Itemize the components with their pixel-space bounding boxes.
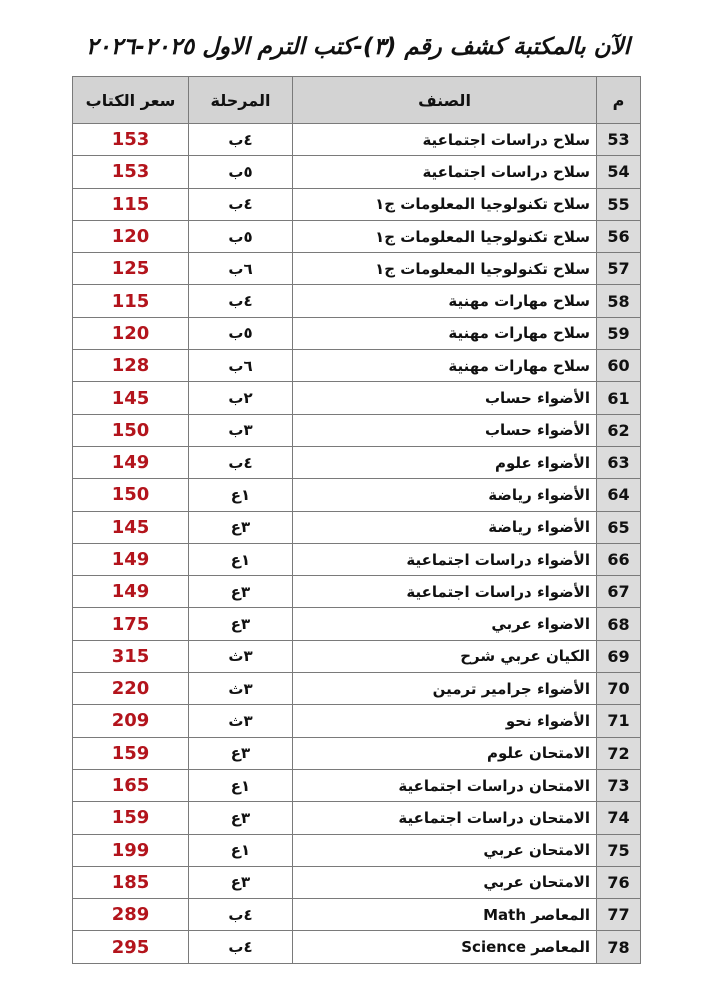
row-number: 56 (597, 220, 641, 252)
row-number: 78 (597, 931, 641, 963)
row-price: 149 (73, 446, 189, 478)
row-subject: الامتحان عربي (293, 834, 597, 866)
row-number: 70 (597, 673, 641, 705)
row-price: 199 (73, 834, 189, 866)
row-stage: ٤ب (189, 446, 293, 478)
row-price: 150 (73, 479, 189, 511)
row-subject: الكيان عربي شرح (293, 640, 597, 672)
price-table (72, 76, 641, 964)
row-number: 58 (597, 285, 641, 317)
row-number: 77 (597, 899, 641, 931)
row-stage: ٣ع (189, 608, 293, 640)
row-number: 60 (597, 350, 641, 382)
row-subject: المعاصر Math (293, 899, 597, 931)
table-row (73, 640, 641, 672)
row-price: 145 (73, 511, 189, 543)
header-stage: المرحلة (189, 77, 293, 124)
table-row (73, 737, 641, 769)
row-number: 64 (597, 479, 641, 511)
table-row (73, 769, 641, 801)
row-price: 115 (73, 188, 189, 220)
row-stage: ٣ع (189, 802, 293, 834)
row-subject: سلاح مهارات مهنية (293, 350, 597, 382)
table-row (73, 834, 641, 866)
row-stage: ٦ب (189, 350, 293, 382)
table-row (73, 479, 641, 511)
row-number: 74 (597, 802, 641, 834)
row-subject: الأضواء دراسات اجتماعية (293, 543, 597, 575)
row-subject: سلاح مهارات مهنية (293, 317, 597, 349)
table-row (73, 350, 641, 382)
row-number: 63 (597, 446, 641, 478)
row-number: 65 (597, 511, 641, 543)
row-subject: الأضواء حساب (293, 382, 597, 414)
table-row (73, 866, 641, 898)
row-subject: الأضواء نحو (293, 705, 597, 737)
row-subject: الامتحان دراسات اجتماعية (293, 769, 597, 801)
row-subject: الأضواء علوم (293, 446, 597, 478)
table-row (73, 543, 641, 575)
row-subject: الامتحان علوم (293, 737, 597, 769)
row-number: 55 (597, 188, 641, 220)
row-subject: الأضواء رياضة (293, 479, 597, 511)
row-number: 53 (597, 124, 641, 156)
row-subject: الأضواء جرامير ترمين (293, 673, 597, 705)
row-price: 145 (73, 382, 189, 414)
row-stage: ٣ع (189, 737, 293, 769)
row-stage: ٣ث (189, 640, 293, 672)
row-number: 59 (597, 317, 641, 349)
row-price: 220 (73, 673, 189, 705)
table-row (73, 382, 641, 414)
row-stage: ٦ب (189, 253, 293, 285)
row-subject: الامتحان دراسات اجتماعية (293, 802, 597, 834)
table-row (73, 414, 641, 446)
row-number: 73 (597, 769, 641, 801)
row-stage: ٤ب (189, 899, 293, 931)
table-row (73, 285, 641, 317)
table-row (73, 576, 641, 608)
row-number: 66 (597, 543, 641, 575)
row-subject: سلاح تكنولوجيا المعلومات ج١ (293, 220, 597, 252)
row-stage: ٣ع (189, 866, 293, 898)
row-number: 61 (597, 382, 641, 414)
table-row (73, 188, 641, 220)
row-price: 315 (73, 640, 189, 672)
table-row (73, 931, 641, 963)
row-price: 153 (73, 124, 189, 156)
row-subject: الاضواء عربي (293, 608, 597, 640)
row-subject: الأضواء دراسات اجتماعية (293, 576, 597, 608)
table-row (73, 446, 641, 478)
row-subject: الأضواء رياضة (293, 511, 597, 543)
table-row (73, 802, 641, 834)
table-row (73, 124, 641, 156)
row-number: 71 (597, 705, 641, 737)
row-number: 62 (597, 414, 641, 446)
row-price: 295 (73, 931, 189, 963)
row-price: 209 (73, 705, 189, 737)
row-number: 54 (597, 156, 641, 188)
table-row (73, 253, 641, 285)
row-price: 159 (73, 802, 189, 834)
table-row (73, 673, 641, 705)
table-row (73, 899, 641, 931)
row-stage: ٤ب (189, 188, 293, 220)
header-subject: الصنف (293, 77, 597, 124)
row-stage: ٤ب (189, 931, 293, 963)
row-stage: ٥ب (189, 317, 293, 349)
row-price: 289 (73, 899, 189, 931)
row-number: 67 (597, 576, 641, 608)
row-stage: ١ع (189, 543, 293, 575)
row-subject: الامتحان عربي (293, 866, 597, 898)
row-price: 149 (73, 543, 189, 575)
row-number: 68 (597, 608, 641, 640)
row-stage: ٥ب (189, 220, 293, 252)
row-price: 175 (73, 608, 189, 640)
row-price: 115 (73, 285, 189, 317)
row-price: 165 (73, 769, 189, 801)
page-title: الآن بالمكتبة كشف رقم (٣)-كتب الترم الاول ٢٠٢٥-٢٠٢٦ (85, 34, 631, 60)
row-number: 57 (597, 253, 641, 285)
row-price: 185 (73, 866, 189, 898)
row-price: 153 (73, 156, 189, 188)
row-stage: ١ع (189, 769, 293, 801)
row-subject: المعاصر Science (293, 931, 597, 963)
row-number: 75 (597, 834, 641, 866)
table-row (73, 156, 641, 188)
row-subject: سلاح مهارات مهنية (293, 285, 597, 317)
table-row (73, 705, 641, 737)
row-stage: ٣ب (189, 414, 293, 446)
row-stage: ٣ث (189, 705, 293, 737)
header-num: م (597, 77, 641, 124)
row-subject: سلاح تكنولوجيا المعلومات ج١ (293, 188, 597, 220)
table-row (73, 317, 641, 349)
row-subject: سلاح دراسات اجتماعية (293, 124, 597, 156)
row-stage: ١ع (189, 834, 293, 866)
row-price: 128 (73, 350, 189, 382)
row-price: 159 (73, 737, 189, 769)
row-price: 120 (73, 220, 189, 252)
row-price: 150 (73, 414, 189, 446)
row-stage: ١ع (189, 479, 293, 511)
table-row (73, 608, 641, 640)
row-stage: ٤ب (189, 124, 293, 156)
row-subject: سلاح تكنولوجيا المعلومات ج١ (293, 253, 597, 285)
row-price: 149 (73, 576, 189, 608)
row-number: 69 (597, 640, 641, 672)
row-stage: ٣ع (189, 576, 293, 608)
row-stage: ٥ب (189, 156, 293, 188)
row-stage: ٣ع (189, 511, 293, 543)
row-price: 120 (73, 317, 189, 349)
table-row (73, 220, 641, 252)
header-row (73, 77, 641, 124)
table-body (73, 124, 641, 964)
row-price: 125 (73, 253, 189, 285)
row-number: 72 (597, 737, 641, 769)
row-subject: سلاح دراسات اجتماعية (293, 156, 597, 188)
row-stage: ٣ث (189, 673, 293, 705)
table-row (73, 511, 641, 543)
row-number: 76 (597, 866, 641, 898)
row-stage: ٢ب (189, 382, 293, 414)
row-subject: الأضواء حساب (293, 414, 597, 446)
header-price: سعر الكتاب (73, 77, 189, 124)
row-stage: ٤ب (189, 285, 293, 317)
